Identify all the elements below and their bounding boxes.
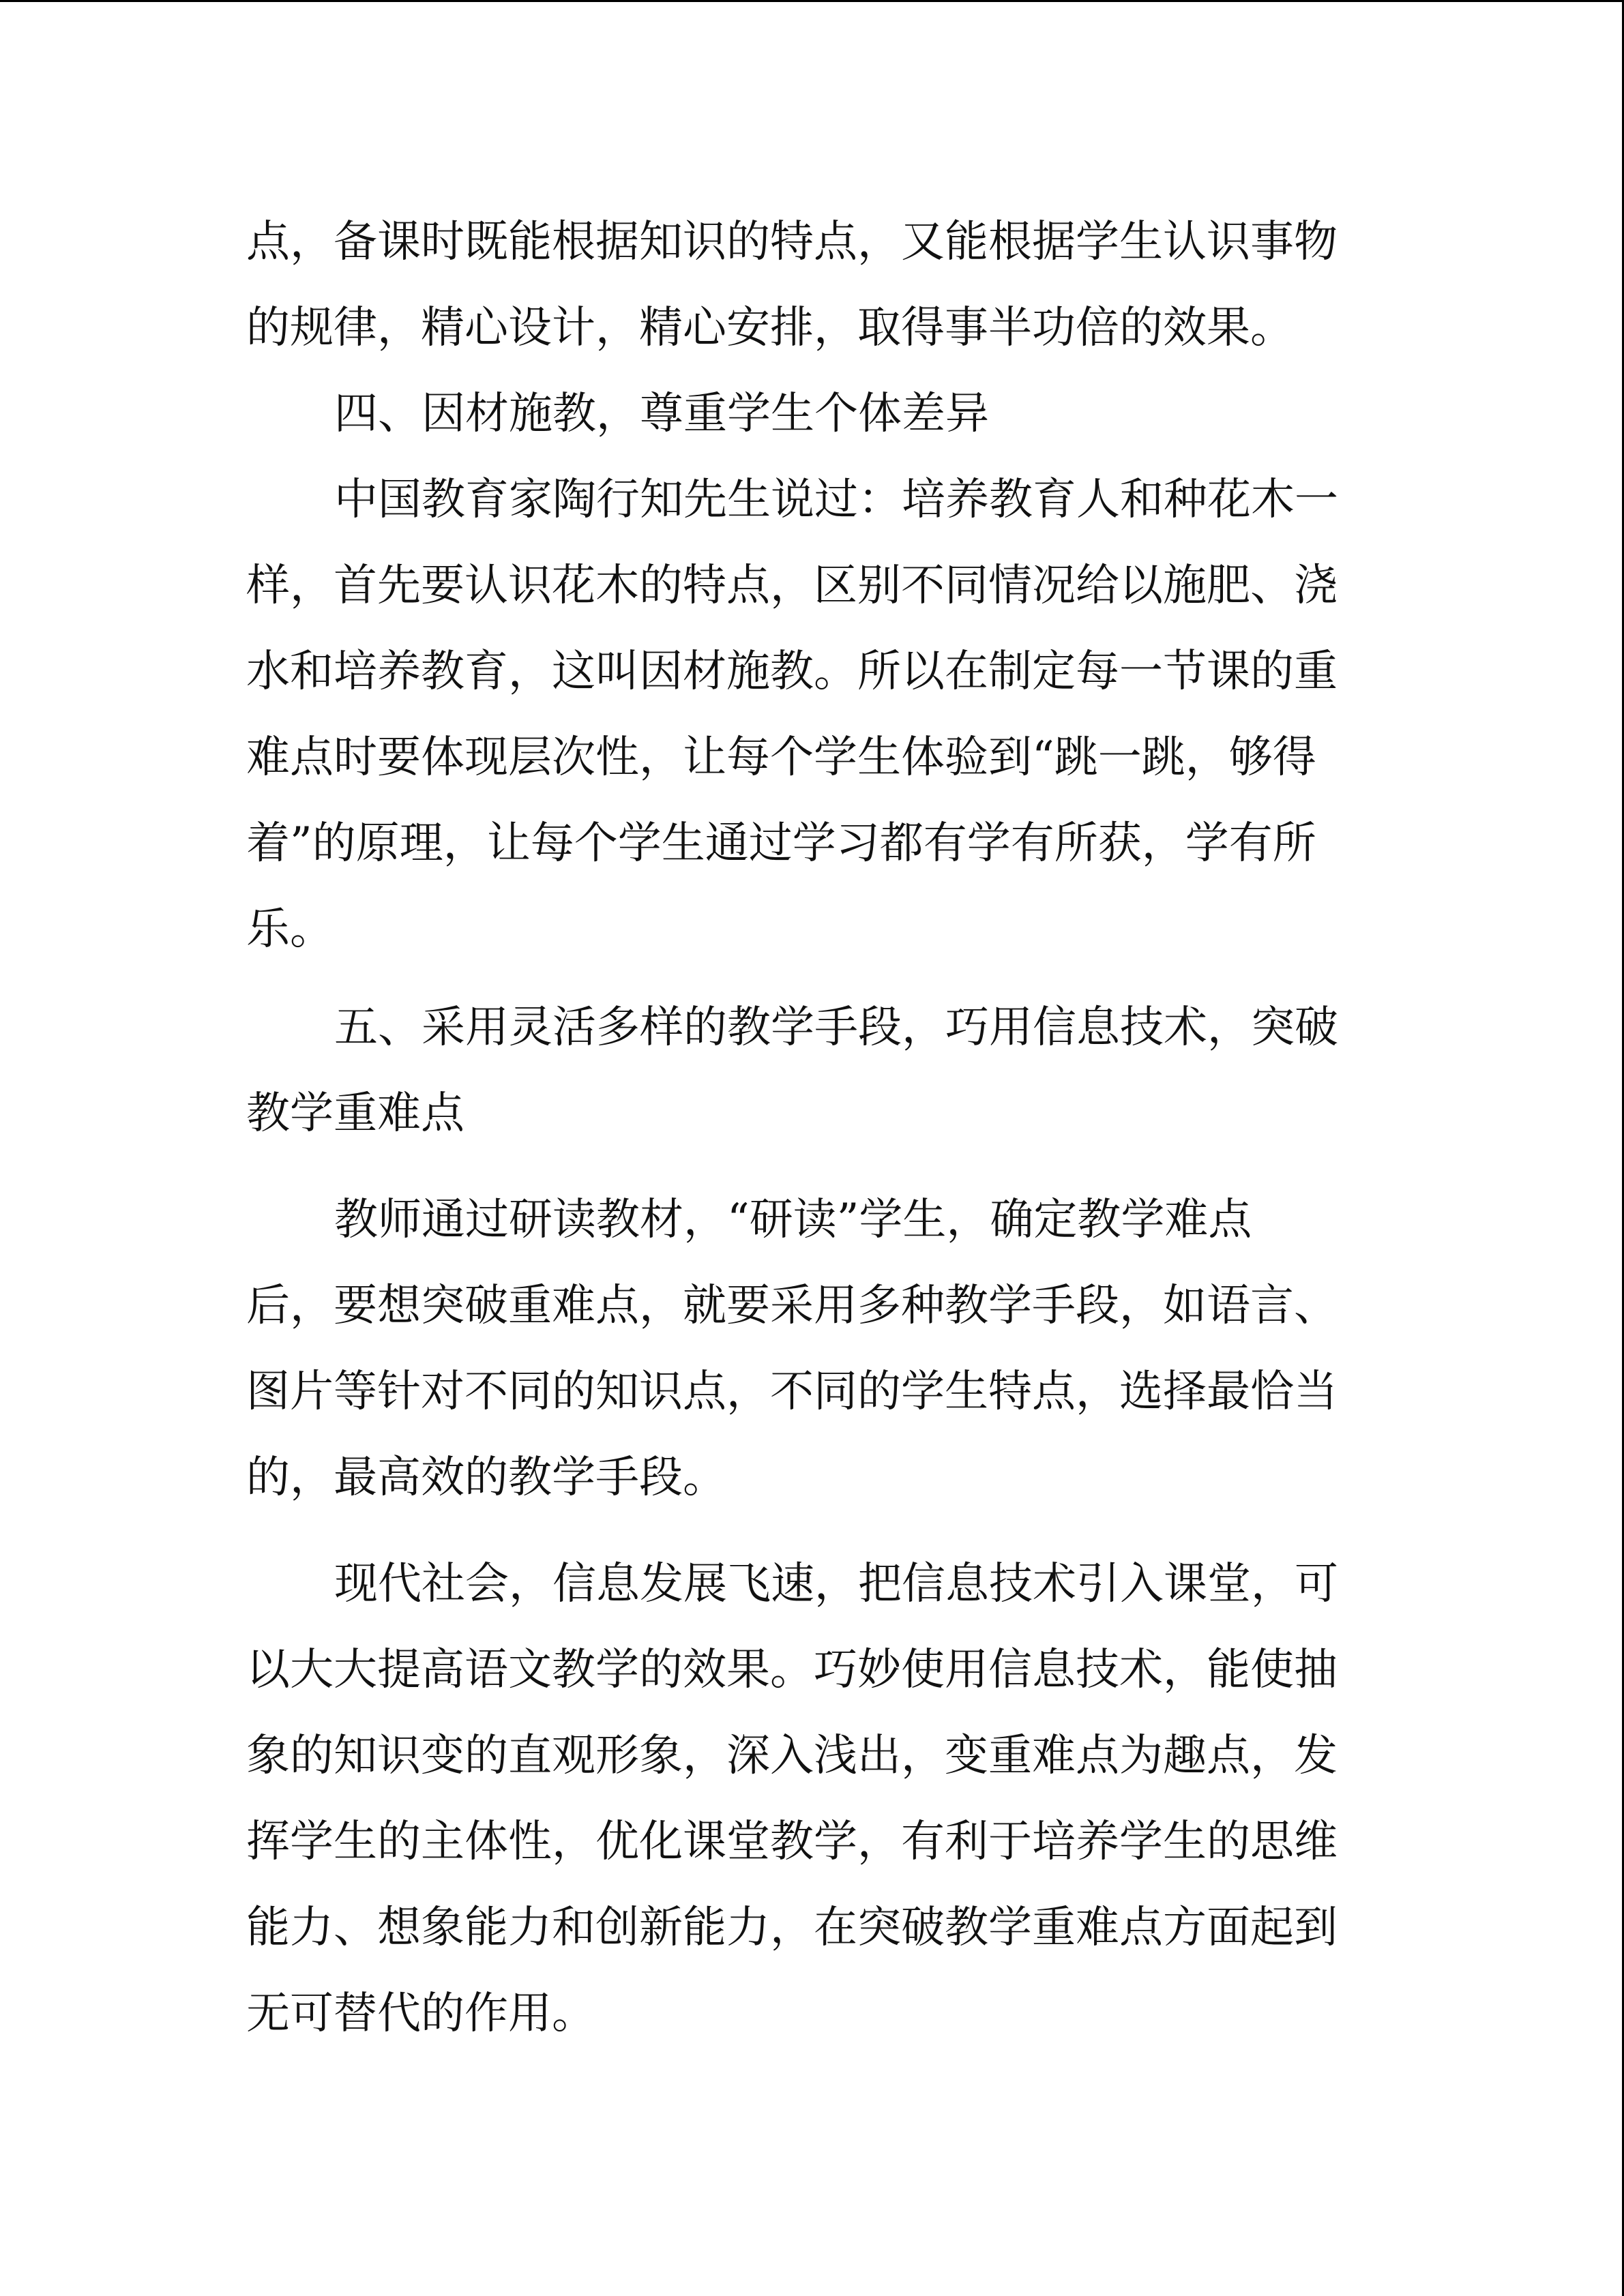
paragraph-line: 的规律，精心设计，精心安排，取得事半功倍的效果。	[246, 303, 1294, 353]
paragraph-line: 无可替代的作用。	[246, 1988, 595, 2039]
paragraph-line: 着”的原理，让每个学生通过学习都有学有所获，学有所	[246, 818, 1316, 869]
paragraph-line: 教师通过研读教材，“研读”学生，确定教学难点	[334, 1195, 1252, 1245]
paragraph-line: 样，首先要认识花木的特点，区别不同情况给以施肥、浇	[246, 561, 1338, 611]
paragraph-line: 能力、想象能力和创新能力，在突破教学重难点方面起到	[246, 1903, 1338, 1953]
paragraph-line: 后，要想突破重难点，就要采用多种教学手段，如语言、	[246, 1281, 1338, 1331]
section-heading: 四、因材施教，尊重学生个体差异	[334, 389, 989, 439]
paragraph-line: 以大大提高语文教学的效果。巧妙使用信息技术，能使抽	[246, 1645, 1338, 1695]
paragraph-line: 现代社会，信息发展飞速，把信息技术引入课堂，可	[334, 1559, 1338, 1609]
paragraph-line: 象的知识变的直观形象，深入浅出，变重难点为趣点，发	[246, 1731, 1338, 1781]
section-heading: 五、采用灵活多样的教学手段，巧用信息技术，突破	[334, 1002, 1338, 1053]
paragraph-line: 图片等针对不同的知识点，不同的学生特点，选择最恰当	[246, 1367, 1338, 1417]
paragraph-line: 难点时要体现层次性，让每个学生体验到“跳一跳，够得	[246, 732, 1316, 783]
section-heading: 教学重难点	[246, 1088, 464, 1139]
paragraph-line: 挥学生的主体性，优化课堂教学，有利于培养学生的思维	[246, 1817, 1338, 1867]
paragraph-line: 点，备课时既能根据知识的特点，又能根据学生认识事物	[246, 217, 1338, 267]
paragraph-line: 的，最高效的教学手段。	[246, 1452, 726, 1503]
paragraph-line: 乐。	[246, 904, 334, 955]
paragraph-line: 水和培养教育，这叫因材施教。所以在制定每一节课的重	[246, 646, 1338, 697]
paragraph-line: 中国教育家陶行知先生说过：培养教育人和种花木一	[334, 475, 1338, 525]
